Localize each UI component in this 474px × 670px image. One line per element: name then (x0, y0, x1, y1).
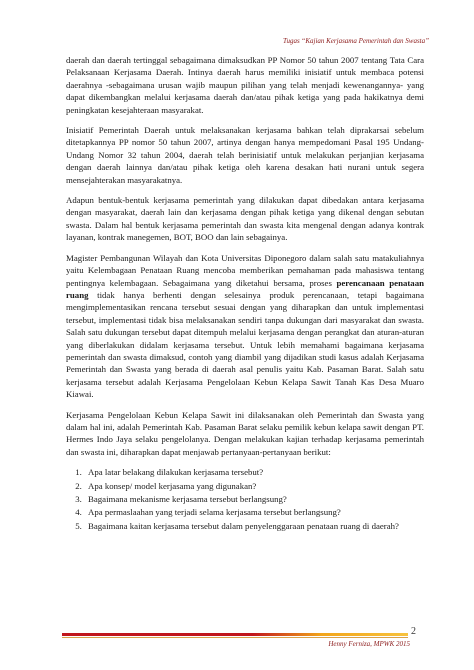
footer-author: Henny Ferniza, MPWK 2015 (328, 640, 410, 648)
paragraph-4-start: Magister Pembangunan Wilayah dan Kota Universitas Diponegoro dalam salah satu matakuliahnya yaitu Kelembagaan Penataan Ruang mencoba memberikan pemahaman pada mahasiswa tentang pentingnya kelembagaan. Sebagaimana yang diketahui bersama, proses (66, 252, 424, 288)
question-list (66, 466, 424, 532)
paragraph-4-bold-term: perencanaan penataan ruang (66, 277, 424, 300)
question-item: 2. Apa konsep/ model kerjasama yang digunakan? (84, 480, 424, 492)
question-item: 1. Apa latar belakang dilakukan kerjasama tersebut? (84, 466, 424, 478)
paragraph-3: Adapun bentuk-bentuk kerjasama pemerintah yang dilakukan dapat dibedakan antara kerjasama dengan masyarakat, daerah lain dan kerjasama dengan pihak ketiga yang dikenal dengan sebutan swasta. Dalam hal bentuk kerjasama pemerintah dan swasta kita mengenal dengan adanya kontrak layanan, kontrak manegemen, BOT, BOO dan lain sebagainya. (66, 195, 424, 243)
question-item: 5. Bagaimana kaitan kerjasama tersebut dalam penyelenggaraan penataan ruang di daerah? (84, 520, 424, 532)
question-item: 3. Bagaimana mekanisme kerjasama tersebut berlangsung? (84, 493, 424, 505)
paragraph-1: daerah dan daerah tertinggal sebagaimana dimaksudkan PP Nomor 50 tahun 2007 tentang Tata Cara Pelaksanaan Kerjasama Daerah. Intinya daerah harus memiliki inisiatif untuk membaca potensi daerahnya -sebagaimana urusan wajib maupun pilihan yang telah menjadi kewenangannya- yang dapat dikembangkan melalui kerjasama daerah dan/atau pihak ketiga yang pada hakikatnya demi peningkatan kesejahteraan masyarakat. (66, 55, 424, 115)
footer-divider (62, 633, 408, 636)
header-note: Tugas “Kajian Kerjasama Pemerintah dan Swasta” (282, 37, 429, 45)
paragraph-4 (66, 252, 424, 401)
paragraph-4-end: tidak hanya berhenti dengan selesainya produk perencanaan, tetapi bagaimana mengimplementasikan rencana tersebut sesuai dengan yang diharapkan dan untuk implementasi tersebut, implementasi tidak bisa melaksanakan sendiri tanpa dukungan dari masyarakat dan swasta. Salah satu dukungan tersebut dapat ditempuh melalui kerjasama dengan perangkat dan aturan-aturan yang diberlakukan didalam kerjasama tersebut. Untuk lebih memahami bagaimana kerjasama pemerintah dan swasta dimaksud, contoh yang diambil yang dijadikan studi kasus adalah Kerjasama Pemerintah dan Swasta yang berada di daerah asal penulis yaitu Kab. Pasaman Barat. Salah satu kerjasama tersebut adalah Kerjasama Pengelolaan Kebun Kelapa Sawit Tanah Kas Desa Muaro Kiawai. (66, 289, 424, 400)
paragraph-5: Kerjasama Pengelolaan Kebun Kelapa Sawit ini dilaksanakan oleh Pemerintah dan Swasta yang dalam hal ini, adalah Pemerintah Kab. Pasaman Barat selaku pemilik kebun kelapa sawit dengan PT. Hermes Indo Jaya selaku pengelolanya. Dengan melakukan kajian terhadap kerjasama pemerintah dan swasta ini, diharapkan dapat menjawab pertanyaan-pertanyaan berikut: (66, 409, 424, 457)
question-item: 4. Apa permaslaahan yang terjadi selama kerjasama tersebut berlangsung? (84, 506, 424, 518)
paragraph-2: Inisiatif Pemerintah Daerah untuk melaksanakan kerjasama bahkan telah diprakarsai sebelum ditetapkannya PP nomor 50 tahun 2007, artinya dengan hanya mempedomani Pasal 195 Undang-Undang Nomor 32 tahun 2004, daerah telah berinisiatif untuk melakukan perjanjian kerjasama dengan daerah lainnya dan/atau pihak ketiga oleh karena desakan hati nurani untuk segera mensejahterakan masyarakatnya. (66, 125, 424, 185)
body-text (66, 54, 424, 533)
page-number: 2 (411, 626, 416, 637)
